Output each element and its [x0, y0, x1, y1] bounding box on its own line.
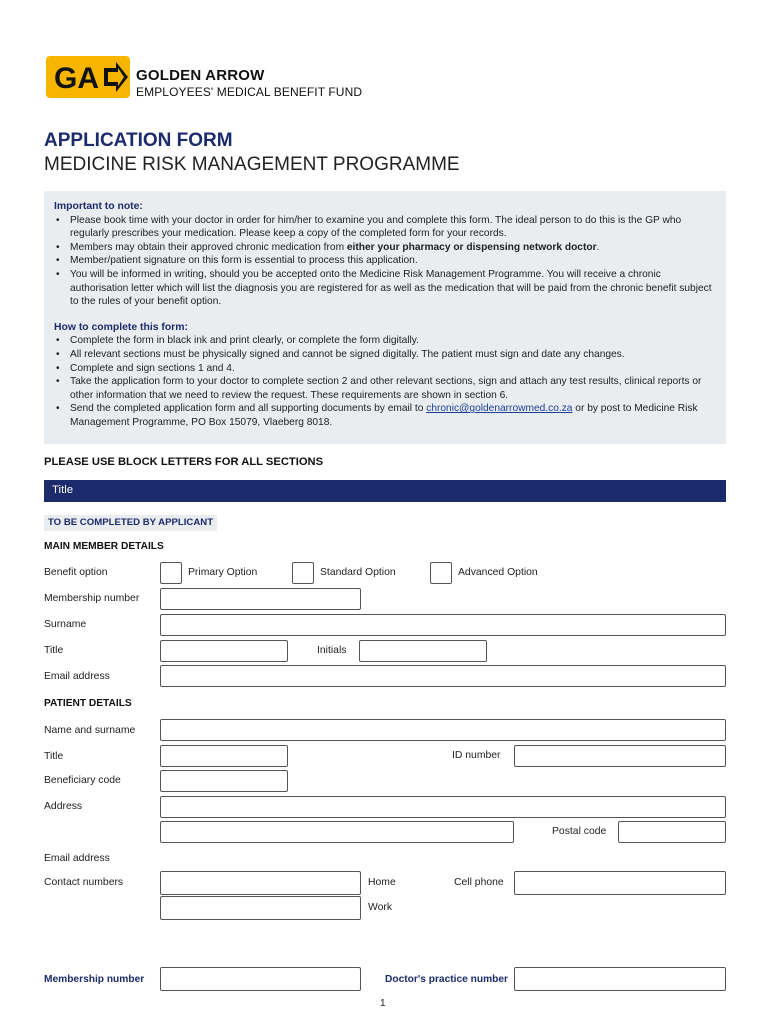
home-phone-field[interactable] — [160, 871, 361, 895]
work-label: Work — [368, 902, 393, 913]
title-field[interactable] — [160, 640, 288, 662]
membership-number-field[interactable] — [160, 588, 361, 610]
membership-number-label: Membership number — [44, 593, 140, 604]
advanced-option-label: Advanced Option — [458, 567, 538, 578]
patient-email-label: Email address — [44, 853, 110, 864]
name-and-surname-field[interactable] — [160, 719, 726, 741]
list-item: • Complete and sign sections 1 and 4. — [54, 362, 716, 376]
id-number-field[interactable] — [514, 745, 726, 767]
footer-membership-number-label: Membership number — [44, 974, 145, 985]
list-item — [54, 402, 716, 429]
footer-membership-number-field[interactable] — [160, 967, 361, 991]
list-item-text: Send the completed application form and all supporting documents by email to — [70, 403, 427, 415]
list-item: • You will be informed in writing, should you be accepted onto the Medicine Risk Management Programme. You will receive a chronic authorisation letter which will list the diagnosis you are registered for as well as the medication that will be paid from the chronic benefit subject to the rules of your benefit option. — [54, 268, 716, 309]
fund-logo — [46, 54, 366, 100]
doctors-practice-number-label: Doctor's practice number — [385, 974, 509, 985]
email-address-field[interactable] — [160, 665, 726, 687]
important-heading: Important to note: — [54, 201, 143, 212]
beneficiary-code-field[interactable] — [160, 770, 288, 792]
primary-option-checkbox[interactable] — [160, 562, 182, 584]
cell-phone-field[interactable] — [514, 871, 726, 895]
primary-option-label: Primary Option — [188, 567, 258, 578]
form-subtitle: MEDICINE RISK MANAGEMENT PROGRAMME — [44, 154, 460, 175]
initials-label: Initials — [317, 645, 347, 656]
block-letters-note: PLEASE USE BLOCK LETTERS FOR ALL SECTIONS — [44, 456, 324, 468]
list-item: • Complete the form in black ink and print clearly, or complete the form digitally. — [54, 334, 716, 348]
section-1-header: Title — [44, 480, 726, 502]
address-line-1-field[interactable] — [160, 796, 726, 818]
patient-title-field[interactable] — [160, 745, 288, 767]
fund-name: GOLDEN ARROW — [136, 67, 265, 84]
main-member-heading: MAIN MEMBER DETAILS — [44, 541, 164, 552]
postal-code-label: Postal code — [552, 826, 607, 837]
address-label: Address — [44, 801, 83, 812]
benefit-option-label: Benefit option — [44, 567, 108, 578]
list-item-text: or by post to Medicine Risk Management Programme, PO Box 15079, Vlaeberg 8018. — [70, 403, 698, 428]
page-number: 1 — [380, 998, 386, 1009]
contact-numbers-label: Contact numbers — [44, 877, 124, 888]
logo-mark-text: GA — [54, 62, 99, 95]
initials-field[interactable] — [359, 640, 487, 662]
list-item-bold: either your pharmacy or dispensing network doctor — [346, 241, 597, 253]
how-to-heading: How to complete this form: — [54, 321, 188, 333]
patient-details-heading: PATIENT DETAILS — [44, 698, 132, 709]
advanced-option-checkbox[interactable] — [430, 562, 452, 584]
surname-field[interactable] — [160, 614, 726, 636]
golden-arrow-logo-mark — [46, 56, 130, 98]
id-number-label: ID number — [452, 750, 501, 761]
list-item: • Take the application form to your doctor to complete section 2 and other relevant sections, sign and attach any test results, clinical reports or other information that we need to review the request. These requirements are shown in section 6. — [54, 375, 716, 402]
how-to-list — [54, 334, 716, 429]
list-item: • All relevant sections must be physically signed and cannot be signed digitally. The patient must sign and date any changes. — [54, 348, 716, 362]
list-item: • Member/patient signature on this form is essential to process this application. — [54, 254, 716, 268]
email-link[interactable]: chronic@goldenarrowmed.co.za — [426, 403, 573, 415]
patient-title-label: Title — [44, 751, 64, 762]
email-address-label: Email address — [44, 671, 110, 682]
list-item — [54, 241, 716, 255]
address-line-2-field[interactable] — [160, 821, 514, 843]
applicant-tag: TO BE COMPLETED BY APPLICANT — [44, 515, 217, 531]
standard-option-checkbox[interactable] — [292, 562, 314, 584]
postal-code-field[interactable] — [618, 821, 726, 843]
home-label: Home — [368, 877, 396, 888]
instructions-panel — [44, 191, 726, 444]
title-label: Title — [44, 645, 64, 656]
important-list — [54, 214, 716, 309]
cell-phone-label: Cell phone — [454, 877, 504, 888]
beneficiary-code-label: Beneficiary code — [44, 775, 121, 786]
form-title: APPLICATION FORM — [44, 130, 233, 151]
surname-label: Surname — [44, 619, 87, 630]
list-item-end: . — [596, 241, 600, 253]
doctors-practice-number-field[interactable] — [514, 967, 726, 991]
list-item: • Please book time with your doctor in order for him/her to examine you and complete this form. The ideal person to do this is the GP who regularly prescribes your medication. Please keep a copy of the completed form for your records. — [54, 214, 716, 241]
work-phone-field[interactable] — [160, 896, 361, 920]
name-and-surname-label: Name and surname — [44, 725, 136, 736]
arrow-logo-icon — [46, 56, 130, 98]
fund-subtitle: EMPLOYEES' MEDICAL BENEFIT FUND — [136, 85, 363, 99]
list-item-text: Members may obtain their approved chronic medication from — [70, 241, 347, 253]
standard-option-label: Standard Option — [320, 567, 396, 578]
